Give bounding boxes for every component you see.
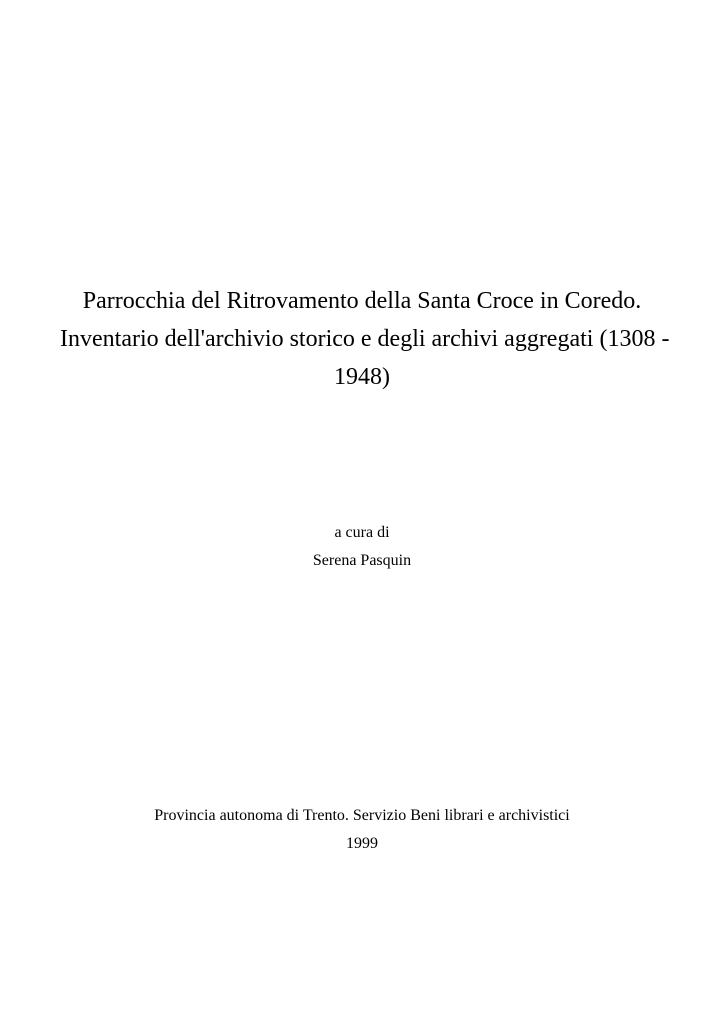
curator-label: a cura di	[334, 524, 390, 541]
title-line-3: 1948)	[334, 364, 390, 390]
title-line-2: Inventario dell'archivio storico e degli archivi aggregati (1308 -	[60, 326, 670, 352]
publisher-section	[40, 802, 684, 858]
publisher-name: Provincia autonoma di Trento. Servizio Beni librari e archivistici	[154, 807, 570, 824]
curator-section	[60, 519, 664, 575]
publication-year: 1999	[346, 835, 378, 852]
document-title	[60, 282, 670, 396]
title-line-1: Parrocchia del Ritrovamento della Santa Croce in Coredo.	[82, 288, 642, 314]
curator-name: Serena Pasquin	[312, 552, 412, 569]
